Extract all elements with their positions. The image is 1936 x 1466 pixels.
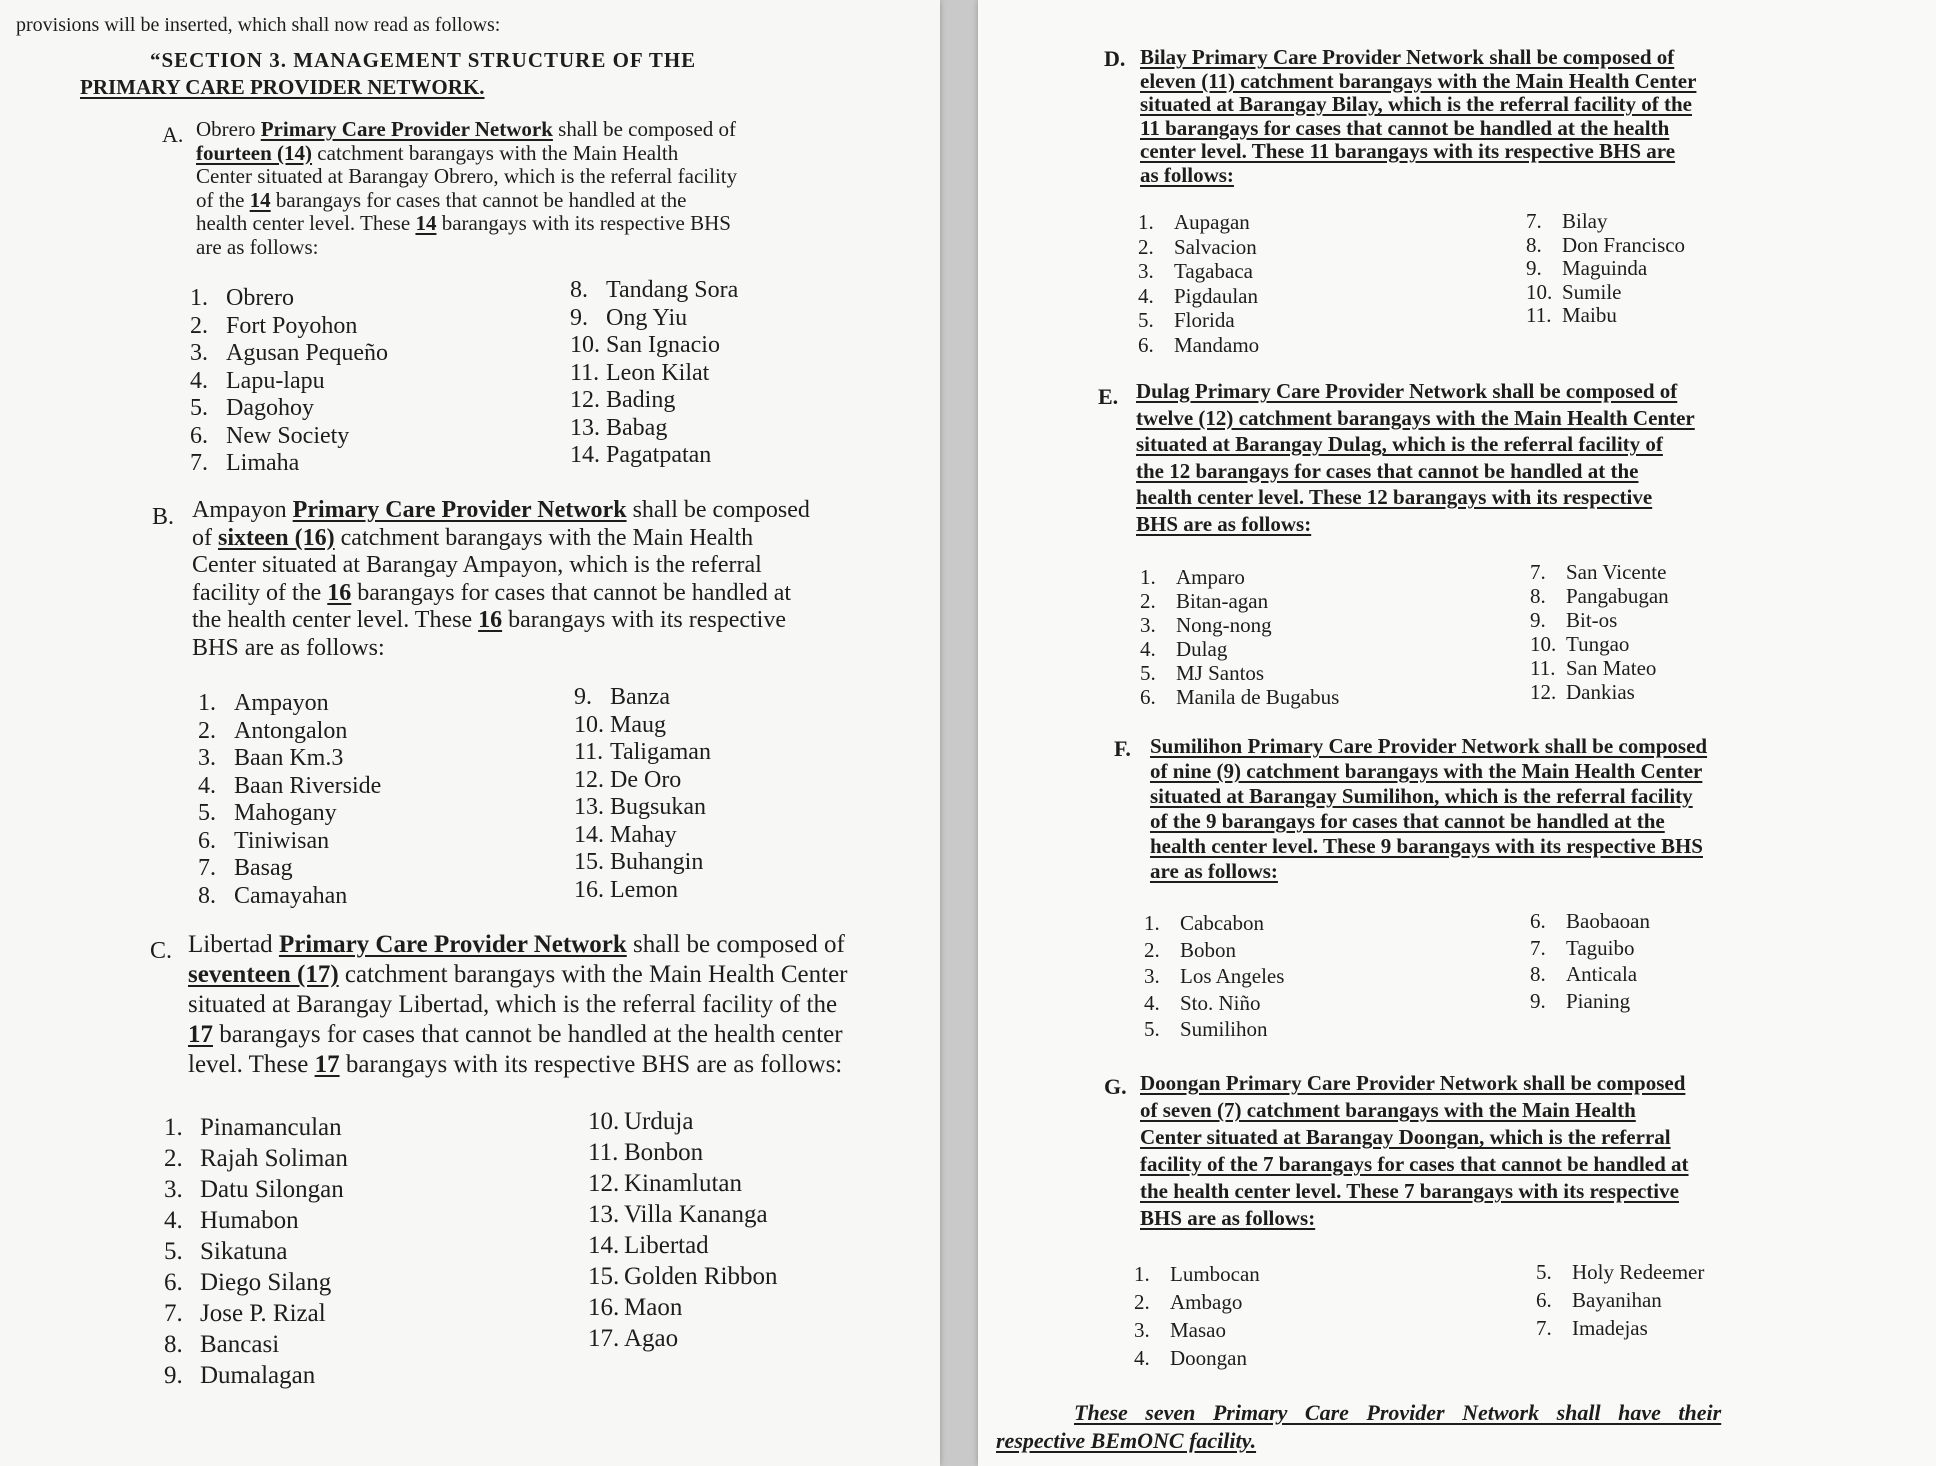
list-item-label: Taguibo (1566, 935, 1635, 960)
list-item-label: Bancasi (200, 1331, 280, 1358)
barangay-list-item (574, 877, 711, 905)
barangay-list-item (1536, 1258, 1704, 1286)
left-page (0, 0, 940, 1466)
list-item-label: Rajah Soliman (200, 1145, 348, 1172)
list-item-number: 2. (198, 717, 216, 744)
barangay-list-item (190, 423, 388, 451)
list-item-number: 7. (198, 855, 216, 881)
list-item-label: Banza (610, 684, 670, 710)
list-item-label: Dagohoy (226, 395, 314, 421)
barangay-list-item (588, 1292, 777, 1323)
barangay-list-item (1144, 1016, 1284, 1043)
list-item-label: Mahogany (234, 800, 337, 826)
list-item-number: 9. (1530, 988, 1546, 1013)
list-item-label: Sumilihon (1180, 1017, 1268, 1041)
list-item-label: Obrero (226, 285, 294, 311)
list-item-number: 6. (198, 827, 216, 854)
barangay-list-item (164, 1360, 348, 1391)
barangay-list-item (164, 1329, 348, 1360)
list-item-number: 7. (1526, 209, 1542, 233)
list-item-label: Tiniwisan (234, 827, 330, 854)
section-d-paragraph: Bilay Primary Care Provider Network shall be composed of eleven (11) catchment barangays with the Main Health Center situated at Barangay Bilay, which is the referral facility of the 11 barangays for cases that cannot be handled at the health center level. These 11 barangays with its respective BHS are as follows: (1140, 45, 1697, 187)
list-item-number: 8. (1530, 584, 1546, 608)
barangay-list-item (164, 1174, 348, 1205)
list-item-number: 13. (588, 1201, 620, 1228)
barangay-list-item (570, 415, 738, 443)
list-item-number: 6. (1138, 332, 1154, 357)
list-item-label: San Vicente (1566, 560, 1667, 584)
list-item-label: Mandamo (1174, 332, 1260, 357)
list-item-label: Lapu-lapu (226, 367, 325, 394)
barangay-list-item (164, 1267, 348, 1298)
barangay-list-item (164, 1143, 348, 1174)
list-item-number: 2. (1134, 1290, 1150, 1314)
list-item-label: Dulag (1176, 637, 1228, 661)
section-letter: C. (150, 938, 173, 964)
list-item-number: 3. (1144, 964, 1160, 988)
section-heading: “SECTION 3. MANAGEMENT STRUCTURE OF THE (150, 48, 697, 72)
list-item-label: Taligaman (610, 739, 711, 765)
right-page (978, 0, 1936, 1466)
list-item-number: 7. (1536, 1316, 1552, 1340)
barangay-list-item (1536, 1314, 1704, 1342)
barangay-list-item (588, 1230, 777, 1261)
barangay-list-b-2 (574, 684, 711, 904)
list-item-number: 2. (1144, 937, 1160, 962)
list-item-label: Sikatuna (200, 1238, 288, 1265)
list-item-number: 2. (164, 1145, 183, 1172)
barangay-list-item (190, 340, 388, 368)
list-item-label: Bobon (1180, 937, 1237, 962)
list-item-label: Lumbocan (1170, 1262, 1260, 1286)
barangay-list-e-2 (1530, 560, 1669, 704)
barangay-list-item (1144, 963, 1284, 990)
list-item-number: 9. (574, 684, 592, 710)
list-item-label: Antongalon (234, 717, 348, 744)
list-item-number: 10. (574, 711, 604, 738)
list-item-label: Bonbon (624, 1139, 704, 1166)
list-item-label: Babag (606, 414, 668, 441)
list-item-label: Bugsukan (610, 794, 706, 820)
barangay-list-item (570, 442, 738, 470)
list-item-number: 10. (1530, 632, 1557, 656)
barangay-list-item (190, 313, 388, 341)
list-item-label: Mahay (610, 821, 677, 848)
barangay-list-item (1134, 1316, 1260, 1344)
barangay-list-item (1138, 235, 1259, 260)
barangay-list-item (570, 360, 738, 388)
list-item-number: 7. (1530, 935, 1546, 960)
list-item-label: San Mateo (1566, 656, 1657, 680)
list-item-label: Sto. Niño (1180, 990, 1261, 1015)
barangay-list-item (588, 1168, 777, 1199)
list-item-label: Doongan (1170, 1346, 1247, 1370)
barangay-list-b-1 (198, 690, 381, 910)
list-item-number: 3. (190, 340, 208, 366)
section-heading-sub: PRIMARY CARE PROVIDER NETWORK. (80, 75, 485, 99)
barangay-list-g-2 (1536, 1258, 1704, 1342)
list-item-label: Urduja (624, 1108, 694, 1135)
list-item-number: 12. (570, 387, 600, 413)
barangay-list-item (588, 1261, 777, 1292)
list-item-number: 4. (190, 367, 208, 394)
barangay-list-item (1530, 632, 1669, 656)
list-item-number: 11. (588, 1139, 619, 1166)
list-item-number: 1. (190, 285, 208, 311)
section-b-paragraph: Ampayon Primary Care Provider Network shall be composed of sixteen (16) catchment barangays with the Main Health Center situated at Barangay Ampayon, which is the referral facility of the 16 barangays for cases that cannot be handled at the health center level. These 16 barangays with its respective BHS are as follows: (192, 497, 810, 661)
barangay-list-item (1138, 333, 1259, 358)
list-item-label: Pianing (1566, 988, 1631, 1013)
section-letter: B. (152, 504, 175, 530)
barangay-list-a-2 (570, 277, 738, 470)
list-item-number: 6. (164, 1269, 183, 1296)
list-item-label: Bayanihan (1572, 1288, 1662, 1312)
list-item-number: 5. (198, 800, 216, 826)
list-item-label: Baobaoan (1566, 909, 1650, 933)
list-item-number: 1. (198, 690, 216, 716)
list-item-number: 3. (1138, 259, 1154, 283)
barangay-list-item (1134, 1288, 1260, 1316)
list-item-number: 8. (1530, 962, 1546, 986)
list-item-number: 2. (190, 312, 208, 339)
intro-line: provisions will be inserted, which shall now read as follows: (16, 14, 501, 36)
barangay-list-item (574, 849, 711, 877)
section-letter: A. (162, 122, 184, 147)
list-item-number: 4. (1138, 283, 1154, 308)
list-item-number: 6. (190, 422, 208, 449)
list-item-number: 13. (570, 414, 600, 441)
list-item-number: 8. (1526, 232, 1542, 257)
section-letter: G. (1104, 1074, 1127, 1099)
barangay-list-item (1138, 284, 1259, 309)
list-item-number: 10. (570, 332, 600, 358)
list-item-number: 5. (190, 395, 208, 421)
list-item-label: Leon Kilat (606, 359, 710, 386)
list-item-number: 8. (164, 1331, 183, 1358)
list-item-number: 7. (164, 1300, 183, 1327)
barangay-list-item (1530, 584, 1669, 608)
list-item-label: Imadejas (1572, 1316, 1648, 1340)
list-item-number: 17. (588, 1325, 620, 1352)
list-item-number: 1. (1144, 911, 1160, 935)
list-item-label: San Ignacio (606, 332, 720, 358)
list-item-label: Ampayon (234, 690, 329, 716)
section-e-paragraph: Dulag Primary Care Provider Network shall be composed of twelve (12) catchment barangays with the Main Health Center situated at Barangay Dulag, which is the referral facility of the 12 barangays for cases that cannot be handled at the health center level. These 12 barangays with its respective BHS are as follows: (1136, 379, 1695, 536)
list-item-label: Amparo (1176, 565, 1245, 589)
barangay-list-item (574, 684, 711, 712)
barangay-list-item (198, 773, 381, 801)
list-item-label: Maug (610, 711, 666, 738)
list-item-label: Bilay (1562, 209, 1608, 233)
section-letter: F. (1114, 736, 1131, 761)
list-item-label: Manila de Bugabus (1176, 685, 1340, 709)
list-item-label: Masao (1170, 1318, 1226, 1342)
list-item-number: 15. (588, 1263, 620, 1290)
barangay-list-item (190, 368, 388, 396)
barangay-list-item (1144, 937, 1284, 964)
barangay-list-item (164, 1205, 348, 1236)
barangay-list-item (1530, 608, 1669, 632)
list-item-label: Agusan Pequeño (226, 340, 388, 366)
section-letter: E. (1098, 384, 1119, 409)
list-item-label: Pangabugan (1566, 584, 1669, 608)
barangay-list-d-2 (1526, 210, 1685, 328)
list-item-number: 6. (1536, 1288, 1552, 1312)
closing-line-1: These seven Primary Care Provider Network shall have their (1074, 1400, 1722, 1425)
barangay-list-item (1530, 988, 1650, 1015)
list-item-number: 16. (574, 876, 604, 903)
list-item-number: 4. (164, 1207, 183, 1234)
list-item-label: Maon (624, 1294, 683, 1321)
barangay-list-d-1 (1138, 210, 1259, 357)
barangay-list-c-1 (164, 1112, 348, 1391)
list-item-number: 3. (164, 1176, 183, 1203)
list-item-label: Buhangin (610, 849, 704, 875)
list-item-label: Baan Km.3 (234, 745, 344, 771)
list-item-number: 8. (198, 882, 216, 909)
list-item-number: 4. (198, 772, 216, 799)
list-item-label: Sumile (1562, 279, 1622, 304)
barangay-list-item (1530, 656, 1669, 680)
list-item-label: Basag (234, 855, 293, 881)
barangay-list-item (574, 822, 711, 850)
barangay-list-item (588, 1199, 777, 1230)
list-item-number: 1. (1134, 1262, 1150, 1286)
list-item-number: 4. (1140, 637, 1156, 661)
list-item-label: Baan Riverside (234, 772, 382, 799)
list-item-number: 2. (1138, 234, 1154, 259)
barangay-list-item (1140, 613, 1339, 637)
barangay-list-item (1144, 910, 1284, 937)
list-item-number: 5. (1138, 308, 1154, 332)
list-item-label: Don Francisco (1562, 232, 1686, 257)
section-a-paragraph: Obrero Primary Care Provider Network shall be composed of fourteen (14) catchment barangays with the Main Health Center situated at Barangay Obrero, which is the referral facility of the 14 barangays for cases that cannot be handled at the health center level. These 14 barangays with its respective BHS are as follows: (196, 117, 738, 259)
list-item-label: Bit-os (1566, 608, 1618, 632)
list-item-label: Bitan-agan (1176, 589, 1269, 613)
list-item-number: 11. (1530, 656, 1556, 680)
list-item-number: 11. (574, 739, 604, 765)
list-item-number: 7. (190, 450, 208, 476)
list-item-label: MJ Santos (1176, 661, 1265, 685)
list-item-number: 3. (1140, 613, 1156, 637)
list-item-label: Camayahan (234, 882, 348, 909)
barangay-list-item (198, 718, 381, 746)
barangay-list-c-2 (588, 1106, 777, 1354)
list-item-label: Villa Kananga (624, 1201, 768, 1228)
barangay-list-item (164, 1236, 348, 1267)
list-item-number: 4. (1134, 1346, 1150, 1370)
section-g-paragraph: Doongan Primary Care Provider Network shall be composed of seven (7) catchment barangays with the Main Health Center situated at Barangay Doongan, which is the referral facility of the 7 barangays for cases that cannot be handled at the health center level. These 7 barangays with its respective BHS are as follows: (1140, 1071, 1689, 1230)
list-item-label: Golden Ribbon (624, 1263, 778, 1290)
barangay-list-item (574, 739, 711, 767)
barangay-list-item (1140, 565, 1339, 589)
barangay-list-g-1 (1134, 1260, 1260, 1372)
list-item-number: 12. (1530, 680, 1557, 704)
barangay-list-item (1140, 685, 1339, 709)
list-item-number: 16. (588, 1294, 620, 1321)
barangay-list-item (574, 794, 711, 822)
list-item-number: 9. (570, 304, 588, 331)
list-item-label: Salvacion (1174, 234, 1257, 259)
barangay-list-item (1138, 259, 1259, 284)
list-item-label: Ong Yiu (606, 304, 688, 331)
section-f-paragraph: Sumilihon Primary Care Provider Network shall be composed of nine (9) catchment barangays with the Main Health Center situated at Barangay Sumilihon, which is the referral facility of the 9 barangays for cases that cannot be handled at the health center level. These 9 barangays with its respective BHS are as follows: (1150, 734, 1708, 883)
list-item-label: Nong-nong (1176, 613, 1272, 637)
list-item-number: 5. (1536, 1260, 1552, 1284)
barangay-list-item (1526, 210, 1685, 234)
barangay-list-item (1526, 304, 1685, 328)
barangay-list-item (1140, 661, 1339, 685)
list-item-label: Holy Redeemer (1572, 1260, 1705, 1284)
list-item-label: Los Angeles (1180, 964, 1285, 988)
list-item-number: 14. (570, 442, 600, 468)
list-item-number: 14. (588, 1232, 620, 1259)
list-item-label: New Society (226, 422, 350, 449)
list-item-label: Lemon (610, 876, 678, 903)
list-item-label: Libertad (624, 1232, 709, 1259)
barangay-list-item (1530, 908, 1650, 935)
barangay-list-e-1 (1140, 565, 1339, 709)
barangay-list-a-1 (190, 285, 388, 478)
list-item-number: 14. (574, 821, 604, 848)
list-item-label: Ambago (1170, 1290, 1243, 1314)
list-item-label: De Oro (610, 766, 682, 793)
barangay-list-item (570, 332, 738, 360)
barangay-list-item (1134, 1344, 1260, 1372)
list-item-number: 3. (1134, 1318, 1150, 1342)
list-item-number: 12. (574, 766, 604, 793)
list-item-number: 11. (570, 359, 600, 386)
section-letter: D. (1104, 46, 1126, 71)
list-item-label: Dumalagan (200, 1362, 316, 1389)
list-item-label: Anticala (1566, 962, 1638, 986)
list-item-label: Aupagan (1174, 210, 1250, 234)
list-item-number: 10. (1526, 279, 1553, 304)
barangay-list-item (164, 1112, 348, 1143)
barangay-list-item (1140, 589, 1339, 613)
barangay-list-item (588, 1106, 777, 1137)
list-item-number: 3. (198, 745, 216, 771)
list-item-number: 5. (164, 1238, 183, 1265)
list-item-number: 9. (1530, 608, 1546, 632)
list-item-number: 1. (1140, 565, 1156, 589)
barangay-list-item (198, 745, 381, 773)
barangay-list-item (570, 305, 738, 333)
list-item-number: 15. (574, 849, 604, 875)
list-item-label: Kinamlutan (624, 1170, 743, 1197)
list-item-label: Pagatpatan (606, 442, 712, 468)
list-item-label: Datu Silongan (200, 1176, 344, 1203)
list-item-label: Dankias (1566, 680, 1635, 704)
barangay-list-item (588, 1137, 777, 1168)
barangay-list-f-1 (1144, 910, 1284, 1043)
barangay-list-item (570, 387, 738, 415)
section-c-paragraph: Libertad Primary Care Provider Network shall be composed of seventeen (17) catchment barangays with the Main Health Center situated at Barangay Libertad, which is the referral facility of the 17 barangays for cases that cannot be handled at the health center level. These 17 barangays with its respective BHS are as follows: (188, 931, 848, 1078)
list-item-label: Cabcabon (1180, 911, 1264, 935)
barangay-list-item (1138, 210, 1259, 235)
barangay-list-item (198, 800, 381, 828)
list-item-number: 7. (1530, 560, 1546, 584)
barangay-list-item (1140, 637, 1339, 661)
barangay-list-item (1530, 961, 1650, 988)
list-item-number: 5. (1144, 1017, 1160, 1041)
list-item-number: 4. (1144, 990, 1160, 1015)
list-item-label: Diego Silang (200, 1269, 332, 1296)
list-item-number: 10. (588, 1108, 620, 1135)
list-item-label: Jose P. Rizal (200, 1300, 326, 1327)
barangay-list-item (570, 277, 738, 305)
barangay-list-item (1134, 1260, 1260, 1288)
barangay-list-item (190, 450, 388, 478)
list-item-label: Limaha (226, 450, 300, 476)
barangay-list-f-2 (1530, 908, 1650, 1014)
list-item-label: Tandang Sora (606, 277, 739, 303)
list-item-label: Humabon (200, 1207, 299, 1234)
list-item-label: Maibu (1562, 303, 1617, 327)
list-item-label: Tungao (1566, 632, 1630, 656)
list-item-label: Bading (606, 387, 676, 413)
barangay-list-item (1526, 234, 1685, 258)
barangay-list-item (190, 395, 388, 423)
barangay-list-item (1526, 281, 1685, 305)
list-item-number: 6. (1140, 685, 1156, 709)
barangay-list-item (1530, 560, 1669, 584)
list-item-number: 5. (1140, 661, 1156, 685)
barangay-list-item (198, 883, 381, 911)
list-item-label: Maguinda (1562, 256, 1648, 280)
list-item-number: 2. (1140, 589, 1156, 613)
list-item-number: 6. (1530, 909, 1546, 933)
list-item-number: 9. (164, 1362, 183, 1389)
list-item-label: Agao (624, 1325, 679, 1352)
list-item-label: Florida (1174, 308, 1235, 332)
closing-line-2: respective BEmONC facility. (996, 1428, 1257, 1453)
barangay-list-item (574, 767, 711, 795)
barangay-list-item (1536, 1286, 1704, 1314)
barangay-list-item (1526, 257, 1685, 281)
barangay-list-item (1530, 680, 1669, 704)
list-item-number: 8. (570, 277, 588, 303)
list-item-number: 13. (574, 794, 604, 820)
barangay-list-item (164, 1298, 348, 1329)
list-item-label: Pigdaulan (1174, 283, 1258, 308)
barangay-list-item (574, 712, 711, 740)
barangay-list-item (190, 285, 388, 313)
list-item-number: 1. (1138, 210, 1154, 234)
list-item-number: 1. (164, 1114, 183, 1141)
barangay-list-item (588, 1323, 777, 1354)
barangay-list-item (1138, 308, 1259, 333)
list-item-number: 11. (1526, 303, 1552, 327)
list-item-number: 12. (588, 1170, 620, 1197)
barangay-list-item (1530, 935, 1650, 962)
barangay-list-item (198, 855, 381, 883)
list-item-label: Pinamanculan (200, 1114, 342, 1141)
barangay-list-item (1144, 990, 1284, 1017)
list-item-label: Tagabaca (1174, 259, 1253, 283)
list-item-number: 9. (1526, 256, 1542, 280)
list-item-label: Fort Poyohon (226, 312, 358, 339)
barangay-list-item (198, 690, 381, 718)
barangay-list-item (198, 828, 381, 856)
